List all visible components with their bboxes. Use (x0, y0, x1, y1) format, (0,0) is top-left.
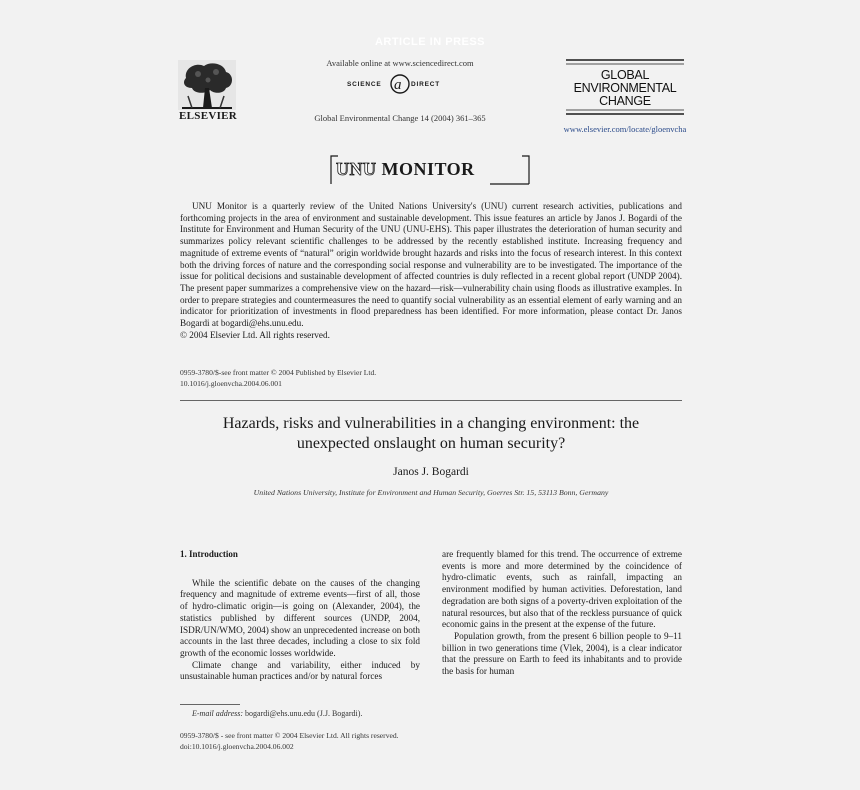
body-column-left (180, 549, 420, 683)
monitor-text: MONITOR (381, 159, 475, 179)
gec-line-1: GLOBAL (600, 68, 650, 82)
front-matter-line-1: 0959-3780/$-see front matter © 2004 Published by Elsevier Ltd. (180, 368, 377, 377)
svg-text:a: a (394, 77, 402, 93)
front-matter-doi: 10.1016/j.gloenvcha.2004.06.001 (180, 378, 282, 388)
title-line-1: Hazards, risks and vulnerabilities in a changing environment: the (222, 415, 640, 432)
gec-line-3: CHANGE (599, 94, 651, 108)
gec-line-2: ENVIRONMENTAL (573, 81, 677, 95)
body-paragraph: are frequently blamed for this trend. The occurrence of extreme events is more and more determined by the coincidence of hydro-climatic events, such as rainfall, impacting an environment modified by human activities. Deforestation, land degradation are both signs of a poverty-driven exploitation of the natural resources, but also that of the reckless pursuance of quick economic gains in the present at the expense of the future. (442, 549, 682, 630)
abstract (180, 201, 682, 341)
email-value: bogardi@ehs.unu.edu (J.J. Bogardi). (245, 709, 363, 718)
author-email-footnote (192, 709, 362, 718)
footnote-rule (180, 704, 240, 705)
sciencedirect-left-text: SCIENCE (347, 81, 382, 88)
unu-monitor-banner (336, 159, 496, 180)
abstract-text: UNU Monitor is a quarterly review of the United Nations University's (UNU) current research activities, publications and forthcoming projects in the area of environment and sustainable development. This issue features an article by Janos J. Bogardi of the Institute for Environment and Human Security of the UNU (UNU-EHS). This paper illustrates the deterioration of human security and summarizes policy relevant scientific challenges to be addressed by the recently established institute. Increasing frequency and magnitude of extreme events of “natural” origin worldwide brought hazards and risks into the focus of research interest. In this context both the driving forces of nature and the corresponding social response and vulnerability are to be investigated. The importance of the issue for political decisions and sustainable development of affected countries is duly reflected in a recent global report (UNDP 2004). The present paper summarizes a comprehensive view on the hazard—risk—vulnerability chain using floods as illustrative examples. In order to prepare strategies and countermeasures the need to quantify social vulnerability as an essential element of early warning and an indicator for prioritization of investments in flood preparedness has been identified. For more information, please contact Dr. Janos Bogardi at bogardi@ehs.unu.edu. (180, 201, 682, 329)
body-paragraph: While the scientific debate on the causes of the changing frequency and magnitude of extreme events—first of all, those of hydro-climatic origin—is going on (Alexander, 2004), the statistics published by different sources (UNDP, 2004, ISDR/UN/WMO, 2004) show an unprecedented increase on both accounts in the last three decades, including a close to six fold growth of the economic losses worldwide. (180, 577, 420, 658)
article-author: Janos J. Bogardi (393, 466, 469, 478)
author-affiliation: United Nations University, Institute for Environment and Human Security, Goerres Str. 15, 53113 Bonn, Germany (253, 488, 609, 497)
elsevier-wordmark: ELSEVIER (179, 110, 238, 122)
footer-line-1: 0959-3780/$ - see front matter © 2004 Elsevier Ltd. All rights reserved. (180, 731, 399, 740)
title-line-2: unexpected onslaught on human security? (296, 435, 566, 452)
body-column-right (442, 549, 682, 678)
section-divider (180, 400, 682, 401)
elsevier-tree-logo (178, 60, 236, 110)
body-paragraph: Population growth, from the present 6 billion people to 9–11 billion in two generations time (Vlek, 2004), is a clear indicator that the pressure on Earth to feed its inhabitants and to provide the basis for human (442, 630, 682, 677)
section-heading: 1. Introduction (180, 549, 238, 559)
email-label: E-mail address: (192, 709, 244, 718)
journal-url-link[interactable]: www.elsevier.com/locate/gloenvcha (563, 124, 687, 134)
footer-doi: doi:10.1016/j.gloenvcha.2004.06.002 (180, 741, 294, 751)
unu-outline-text: UNU (336, 159, 377, 179)
front-matter (180, 368, 376, 389)
sciencedirect-logo (345, 71, 455, 97)
article-in-press-watermark: ARTICLE IN PRESS (374, 36, 486, 48)
abstract-copyright: © 2004 Elsevier Ltd. All rights reserved. (180, 329, 330, 340)
page-footer (180, 731, 399, 752)
available-online-text: Available online at www.sciencedirect.com (326, 58, 474, 68)
gec-journal-name (566, 69, 684, 108)
body-paragraph: Climate change and variability, either induced by unsustainable human practices and/or by natural forces (180, 659, 420, 682)
article-title (180, 414, 682, 454)
sciencedirect-right-text: DIRECT (411, 81, 440, 88)
journal-citation: Global Environmental Change 14 (2004) 361–365 (314, 113, 486, 123)
